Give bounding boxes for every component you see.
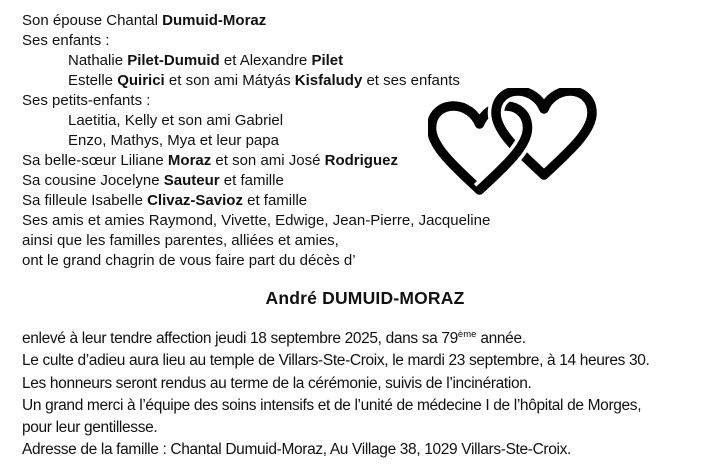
family-section [22, 11, 490, 271]
details-section [22, 328, 649, 462]
name-emphasis: Pilet-Dumuid [127, 52, 220, 69]
text-run: pour leur gentillesse. [22, 419, 158, 437]
text-run: Les honneurs seront rendus au terme de la cérémonie, suivis de l’incinération. [22, 374, 532, 392]
text-run: ainsi que les familles parentes, alliées et amies, [22, 232, 339, 249]
text-run: et son ami Mátyás [164, 72, 295, 89]
text-line [22, 350, 649, 372]
name-emphasis: Rodriguez [324, 152, 398, 169]
text-line [22, 131, 490, 151]
text-line [22, 31, 490, 51]
text-run: ont le grand chagrin de vous faire part du décès d’ [22, 252, 356, 269]
text-line [22, 417, 649, 439]
text-run: année. [476, 330, 526, 347]
text-line [22, 211, 490, 231]
text-run: et famille [219, 172, 284, 189]
text-run: Estelle [68, 72, 118, 89]
text-line [22, 151, 490, 171]
text-run: et Alexandre [219, 52, 312, 69]
text-run: Nathalie [68, 52, 128, 69]
text-run: Un grand merci à l’équipe des soins intensifs et de l’unité de médecine I de l’hôpital de Morges, [22, 396, 642, 414]
text-line [22, 71, 490, 91]
text-run: et ses enfants [362, 72, 460, 89]
text-line [22, 328, 649, 350]
name-emphasis: Clivaz-Savioz [147, 192, 243, 209]
text-line [22, 191, 490, 211]
text-run: Son épouse Chantal [22, 12, 163, 29]
text-line [22, 231, 490, 251]
deceased-name: André DUMUID-MORAZ [265, 288, 465, 308]
text-run: et famille [242, 192, 308, 209]
text-run: Ses enfants : [22, 32, 110, 49]
text-line [22, 91, 490, 111]
text-run: Sa belle-sœur Liliane [22, 152, 168, 169]
text-run: Laetitia, Kelly et son ami Gabriel [68, 112, 284, 129]
text-run: et son ami José [211, 152, 325, 169]
text-run: Ses amis et amies Raymond, Vivette, Edwige, Jean-Pierre, Jacqueline [22, 212, 491, 229]
name-emphasis: Kisfaludy [294, 72, 363, 89]
text-run: Sa filleule Isabelle [22, 192, 148, 209]
text-line [22, 439, 649, 461]
text-run: Le culte d’adieu aura lieu au temple de Villars-Ste-Croix, le mardi 23 septembre, à 14 heures 30. [22, 352, 650, 370]
text-line [22, 171, 490, 191]
name-emphasis: Quirici [117, 72, 165, 89]
text-line [22, 395, 649, 417]
name-emphasis: Moraz [167, 152, 212, 169]
interlocked-hearts-icon [428, 88, 600, 196]
name-emphasis: Dumuid-Moraz [162, 12, 267, 29]
text-line [22, 11, 490, 31]
text-line [22, 111, 490, 131]
text-run: Enzo, Mathys, Mya et leur papa [68, 132, 279, 149]
text-run: enlevé à leur tendre affection jeudi 18 septembre 2025, dans sa 79 [22, 330, 458, 347]
text-run: Ses petits-enfants : [22, 92, 151, 109]
name-emphasis: Pilet [311, 52, 344, 69]
text-run: Adresse de la famille : Chantal Dumuid-Moraz, Au Village 38, 1029 Villars-Ste-Croix. [22, 441, 571, 459]
name-emphasis: Sauteur [163, 172, 220, 189]
text-line [22, 373, 649, 395]
text-line [22, 51, 490, 71]
text-run: ème [457, 328, 477, 340]
text-line [22, 251, 490, 271]
text-run: Sa cousine Jocelyne [22, 172, 164, 189]
